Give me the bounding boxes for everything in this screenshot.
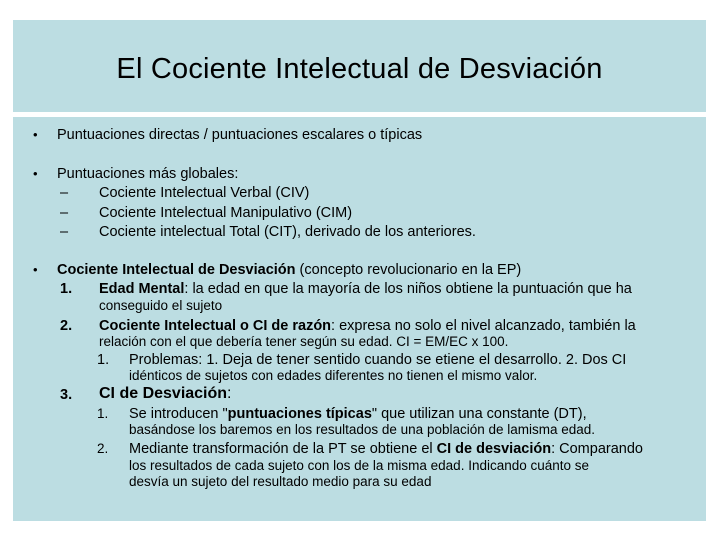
item3-sub2-bold: CI de desviación — [436, 441, 552, 457]
slide-title: El Cociente Intelectual de Desviación — [116, 52, 603, 85]
item3-sub1-line1 — [129, 405, 587, 423]
item3-sub1-pre: Se introducen " — [129, 406, 228, 422]
item3-sub2-line2: los resultados de cada sujeto con los de la misma edad. Indicando cuánto se — [129, 458, 590, 473]
bullet-marker: • — [33, 166, 38, 181]
dash-marker: – — [60, 185, 69, 201]
item1-line2: conseguido el sujeto — [99, 298, 223, 313]
item2-line1 — [99, 317, 636, 335]
dash-marker: – — [60, 224, 69, 240]
item1-line1 — [99, 280, 632, 298]
title-box — [13, 20, 706, 112]
item3-number: 3. — [60, 387, 73, 403]
bullet3-rest: (concepto revolucionario en la EP) — [295, 262, 522, 278]
item3-bold: CI de Desviación — [99, 385, 228, 402]
item2-sub-line1: Problemas: 1. Deja de tener sentido cuando se etiene el desarrollo. 2. Dos CI — [129, 352, 627, 368]
content-box — [13, 117, 706, 521]
item3-sub2-line1 — [129, 440, 643, 458]
item2-line2: relación con el que debería tener según su edad. CI = EM/EC x 100. — [99, 334, 509, 349]
bullet2-sub-cim: Cociente Intelectual Manipulativo (CIM) — [99, 205, 353, 221]
item3-heading — [99, 385, 232, 403]
bullet-marker: • — [33, 127, 38, 142]
item2-number: 2. — [60, 318, 73, 334]
item2-sub-number: 1. — [97, 352, 110, 368]
bullet2-sub-civ: Cociente Intelectual Verbal (CIV) — [99, 185, 310, 201]
bullet2-text: Puntuaciones más globales: — [57, 166, 239, 182]
bullet3-bold: Cociente Intelectual de Desviación — [57, 262, 296, 278]
item3-sub1-line2: basándose los baremos en los resultados de una población de lamisma edad. — [129, 422, 596, 437]
dash-marker: – — [60, 205, 69, 221]
item3-sub2-pre: Mediante transformación de la PT se obtiene el — [129, 441, 437, 457]
bullet3-text — [57, 261, 521, 279]
bullet1-text: Puntuaciones directas / puntuaciones escalares o típicas — [57, 127, 423, 143]
item3-sub1-post: " que utilizan una constante (DT), — [371, 406, 587, 422]
item1-rest: : la edad en que la mayoría de los niños obtiene la puntuación que ha — [184, 281, 632, 297]
item1-number: 1. — [60, 281, 73, 297]
item3-sub2-number: 2. — [97, 441, 109, 456]
item2-sub-line2: idénticos de sujetos con edades diferentes no tienen el mismo valor. — [129, 368, 538, 383]
item3-sub1-bold: puntuaciones típicas — [227, 406, 372, 422]
item3-rest: : — [227, 385, 232, 402]
bullet2-sub-cit: Cociente intelectual Total (CIT), derivado de los anteriores. — [99, 224, 476, 240]
item2-bold: Cociente Intelectual o CI de razón — [99, 318, 332, 334]
item3-sub2-line3: desvía un sujeto del resultado medio para su edad — [129, 474, 432, 489]
item2-rest: : expresa no solo el nivel alcanzado, también la — [331, 318, 636, 334]
item3-sub2-post: : Comparando — [551, 441, 643, 457]
bullet-marker: • — [33, 262, 38, 277]
item1-bold: Edad Mental — [99, 281, 185, 297]
item3-sub1-number: 1. — [97, 406, 109, 421]
